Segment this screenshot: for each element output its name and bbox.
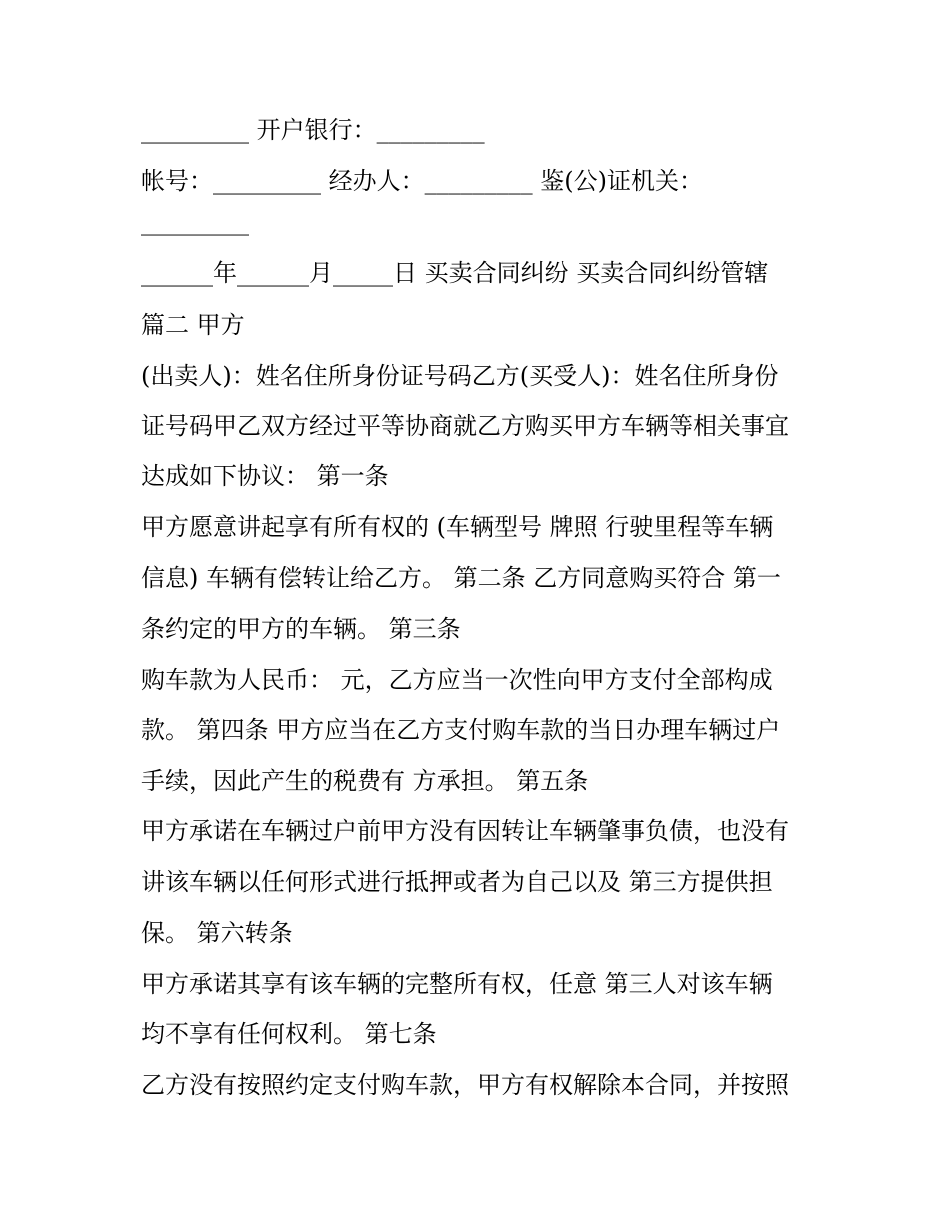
text-line: 证号码甲乙双方经过平等协商就乙方购买甲方车辆等相关事宜 bbox=[141, 412, 789, 440]
text-line: (出卖人)：姓名住所身份证号码乙方(买受人)：姓名住所身份 bbox=[141, 362, 779, 390]
text-line: 讲该车辆以任何形式进行抵押或者为自己以及 第三方提供担 bbox=[141, 868, 773, 896]
text-line: _________ 开户银行：_________ bbox=[141, 116, 485, 144]
text-line: 保。 第六转条 bbox=[141, 919, 293, 947]
text-line: 购车款为人民币： 元，乙方应当一次性向甲方支付全部构成 bbox=[141, 666, 773, 694]
text-line: 手续，因此产生的税费有 方承担。 第五条 bbox=[141, 767, 589, 795]
text-line: 甲方承诺其享有该车辆的完整所有权，任意 第三人对该车辆 bbox=[141, 970, 773, 998]
text-line: 乙方没有按照约定支付购车款，甲方有权解除本合同，并按照 bbox=[141, 1071, 789, 1099]
text-line: ______年______月_____日 买卖合同纠纷 买卖合同纠纷管辖 bbox=[141, 259, 769, 287]
text-line: 均不享有任何权利。 第七条 bbox=[141, 1020, 437, 1048]
text-line: 条约定的甲方的车辆。 第三条 bbox=[141, 615, 461, 643]
text-line: 甲方愿意讲起享有所有权的 (车辆型号 牌照 行驶里程等车辆 bbox=[141, 513, 774, 541]
text-line: 甲方承诺在车辆过户前甲方没有因转让车辆肇事负债，也没有 bbox=[141, 817, 789, 845]
text-line: 款。 第四条 甲方应当在乙方支付购车款的当日办理车辆过户 bbox=[141, 716, 781, 744]
text-line: 达成如下协议： 第一条 bbox=[141, 462, 389, 490]
text-line: 信息) 车辆有偿转让给乙方。 第二条 乙方同意购买符合 第一 bbox=[141, 564, 781, 592]
text-line: _________ bbox=[141, 208, 249, 236]
text-line: 篇二 甲方 bbox=[141, 311, 245, 339]
text-line: 帐号：_________ 经办人：_________ 鉴(公)证机关： bbox=[141, 167, 703, 195]
